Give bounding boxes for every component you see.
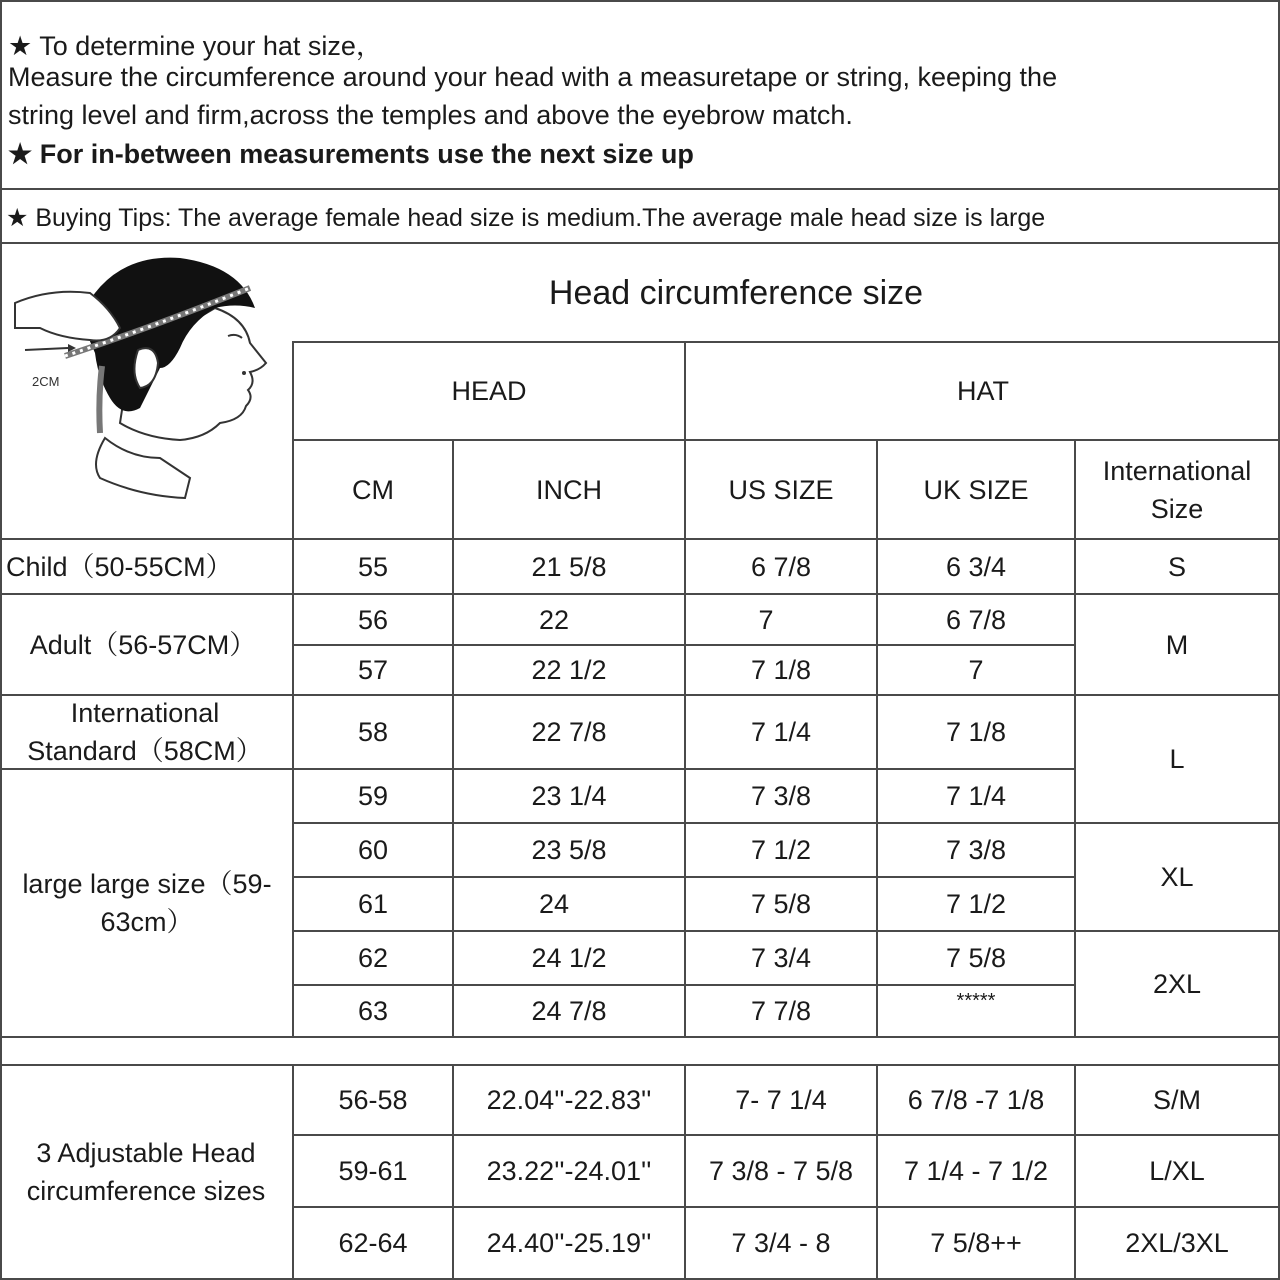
cell-us-size: 7 3/8 — [750, 781, 812, 811]
cell-us-size: 7 1/4 — [750, 717, 812, 747]
head-measure-illustration — [10, 248, 290, 508]
cell-cm: 60 — [357, 835, 389, 865]
cell-uk-size: 7 1/8 — [945, 717, 1007, 747]
cell-cm: 56 — [357, 604, 389, 635]
table-title: Head circumference size — [548, 274, 924, 312]
cell-inch: 22 — [538, 604, 570, 635]
cell-cm: 59 — [357, 781, 389, 811]
cell-us-size: 7 — [758, 604, 774, 635]
cell-cm: 59-61 — [338, 1156, 408, 1186]
cell-cm: 55 — [357, 551, 389, 582]
buying-tips: ★ Buying Tips: The average female head size is medium.The average male head size is large — [6, 204, 1046, 232]
cell-cm: 56-58 — [338, 1085, 408, 1115]
column-header-inch: INCH — [536, 474, 602, 505]
column-header-us-size: US SIZE — [728, 474, 834, 505]
intl-size-2xl: 2XL — [1152, 969, 1202, 999]
cell-us-size: 7 3/4 — [750, 943, 812, 973]
cell-inch: 24 1/2 — [531, 943, 607, 973]
category-large-size: large large size（59-63cm） — [22, 869, 272, 937]
column-header-international-size: International Size — [1102, 455, 1252, 524]
cell-inch: 23.22''-24.01'' — [486, 1156, 652, 1186]
illustration-2cm-label: 2CM — [32, 374, 60, 389]
intro-section — [0, 0, 1280, 190]
cell-inch: 24 — [538, 889, 570, 919]
cell-intl-size: S/M — [1152, 1085, 1201, 1115]
cell-uk-size: 6 7/8 — [945, 604, 1007, 635]
cell-uk-size: 7 5/8 — [945, 943, 1007, 973]
intro-size-up-note: ★ For in-between measurements use the next size up — [8, 139, 694, 169]
cell-intl-size: 2XL/3XL — [1125, 1228, 1229, 1258]
cell-inch: 22 7/8 — [531, 717, 607, 747]
cell-uk-size: ***** — [956, 990, 996, 1012]
category-child: Child（50-55CM） — [6, 551, 233, 582]
intl-size-m: M — [1165, 629, 1189, 660]
cell-us-size: 7 1/8 — [750, 655, 812, 685]
cell-uk-size: 7 3/8 — [945, 835, 1007, 865]
category-adult: Adult（56-57CM） — [29, 629, 257, 660]
cell-us-size: 7- 7 1/4 — [735, 1085, 827, 1115]
cell-us-size: 7 1/2 — [750, 835, 812, 865]
cell-cm: 58 — [357, 717, 389, 747]
cell-inch: 22.04''-22.83'' — [486, 1085, 652, 1115]
header-head: HEAD — [451, 376, 527, 406]
cell-us-size: 7 5/8 — [750, 889, 812, 919]
cell-uk-size: 7 5/8++ — [930, 1228, 1022, 1258]
cell-uk-size: 6 3/4 — [945, 551, 1007, 582]
cell-cm: 57 — [357, 655, 389, 685]
adjustable-label: 3 Adjustable Head circumference sizes — [26, 1138, 266, 1206]
cell-uk-size: 7 1/2 — [945, 889, 1007, 919]
cell-uk-size: 7 — [968, 655, 984, 685]
intro-heading: ★ To determine your hat size， — [8, 31, 383, 61]
cell-inch: 22 1/2 — [531, 655, 607, 685]
intl-size-xl: XL — [1160, 862, 1194, 892]
cell-inch: 23 1/4 — [531, 781, 607, 811]
cell-cm: 61 — [357, 889, 389, 919]
intro-instruction-2: string level and firm,across the temples and above the eyebrow match. — [8, 100, 853, 130]
intl-size-s: S — [1167, 551, 1186, 582]
header-hat: HAT — [957, 376, 1009, 406]
cell-inch: 24 7/8 — [531, 996, 607, 1026]
cell-us-size: 7 3/8 - 7 5/8 — [708, 1156, 854, 1186]
cell-cm: 62 — [357, 943, 389, 973]
cell-cm: 63 — [357, 996, 389, 1026]
intro-instruction-1: Measure the circumference around your head with a measuretape or string, keeping the — [8, 62, 1058, 92]
cell-uk-size: 6 7/8 -7 1/8 — [907, 1085, 1045, 1115]
cell-us-size: 7 3/4 - 8 — [731, 1228, 831, 1258]
cell-intl-size: L/XL — [1149, 1156, 1205, 1186]
cell-uk-size: 7 1/4 - 7 1/2 — [903, 1156, 1049, 1186]
cell-cm: 62-64 — [338, 1228, 408, 1258]
cell-inch: 24.40''-25.19'' — [486, 1228, 652, 1258]
cell-us-size: 7 7/8 — [750, 996, 812, 1026]
column-header-cm: CM — [352, 474, 394, 505]
column-header-uk-size: UK SIZE — [923, 474, 1029, 505]
cell-uk-size: 7 1/4 — [945, 781, 1007, 811]
cell-inch: 23 5/8 — [531, 835, 607, 865]
cell-inch: 21 5/8 — [531, 551, 607, 582]
cell-us-size: 6 7/8 — [750, 551, 812, 582]
intl-size-l: L — [1169, 744, 1185, 774]
category-international-standard: International Standard（58CM） — [27, 698, 263, 766]
